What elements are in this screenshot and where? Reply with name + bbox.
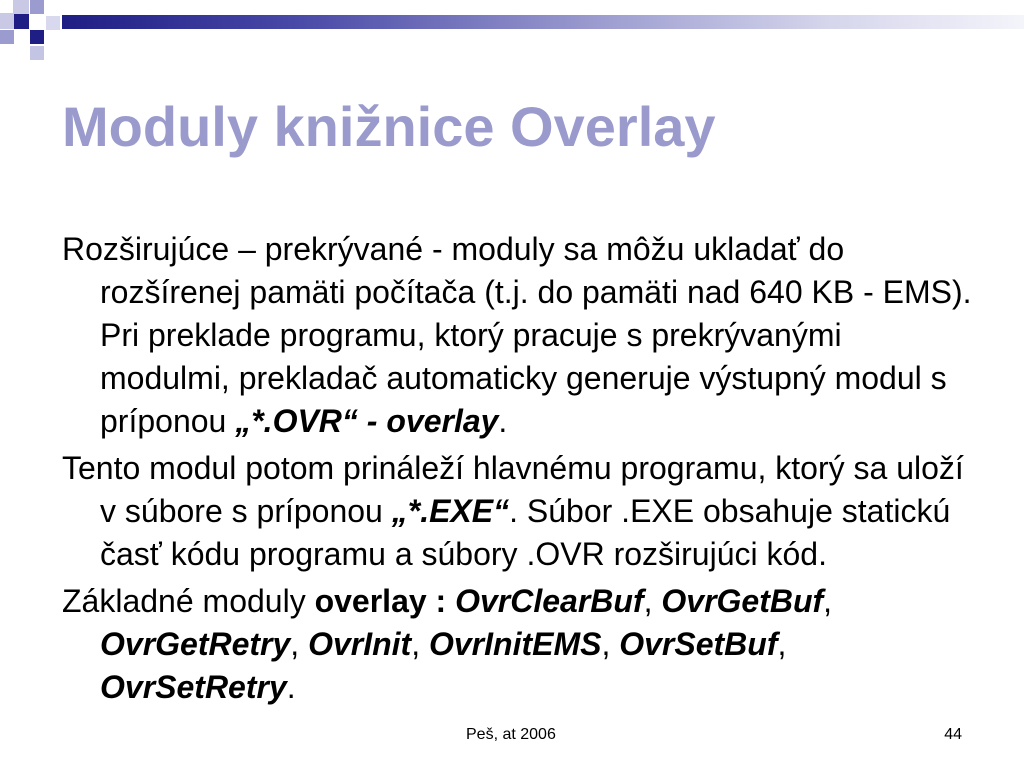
paragraph-end: . [286, 669, 296, 705]
slide-title: Moduly knižnice Overlay [62, 95, 716, 158]
decor-square [14, 30, 28, 44]
module-name: OvrInitEMS [428, 626, 602, 662]
paragraph-2 [62, 447, 972, 576]
paragraph-text: Rozširujúce – prekrývané - moduly sa môžu ukladať do rozšírenej pamäti počítača (t.j. do pamäti nad 640 KB - EMS). Pri preklade programu, ktorý pracuje s prekrývanými modulmi, prekladač automaticky generuje výstupný modul s príponou [62, 231, 972, 439]
decor-square [0, 0, 13, 13]
module-name: OvrSetRetry [100, 669, 287, 705]
slide-number: 44 [944, 726, 962, 743]
module-name: OvrGetRetry [100, 626, 291, 662]
decor-square [30, 30, 44, 44]
module-name: OvrSetBuf [619, 626, 778, 662]
paragraph-emphasis: „*.OVR“ - overlay [235, 403, 499, 439]
module-name: OvrClearBuf [455, 583, 644, 619]
separator: , [290, 626, 309, 662]
paragraph-text: Tento modul potom prináleží hlavnému programu, ktorý sa uloží v súbore s príponou [62, 450, 964, 529]
decor-square [0, 30, 14, 44]
paragraph-1 [62, 228, 972, 443]
separator: , [777, 626, 787, 662]
paragraph-text: . [498, 403, 508, 439]
decor-square [14, 14, 29, 29]
separator: , [411, 626, 429, 662]
paragraph-space [446, 583, 455, 619]
separator: , [601, 626, 620, 662]
separator: , [643, 583, 662, 619]
paragraph-emphasis: „*.EXE“ [391, 493, 510, 529]
decor-square [30, 46, 44, 60]
decor-square [46, 16, 60, 30]
footer-author: Peš, at 2006 [466, 726, 556, 743]
slide-body [62, 228, 972, 713]
module-name: OvrGetBuf [661, 583, 824, 619]
decor-square [44, 0, 58, 14]
separator: , [823, 583, 833, 619]
header-gradient-bar [62, 15, 1024, 29]
module-name: OvrInit [308, 626, 412, 662]
paragraph-text: . Súbor .EXE obsahuje statickú časť kódu programu a súbory .OVR rozširujúci kód. [100, 493, 951, 572]
decor-square [30, 0, 44, 14]
paragraph-3 [62, 580, 972, 709]
paragraph-text: Základné moduly [62, 583, 315, 619]
paragraph-bold-label: overlay : [314, 583, 447, 619]
